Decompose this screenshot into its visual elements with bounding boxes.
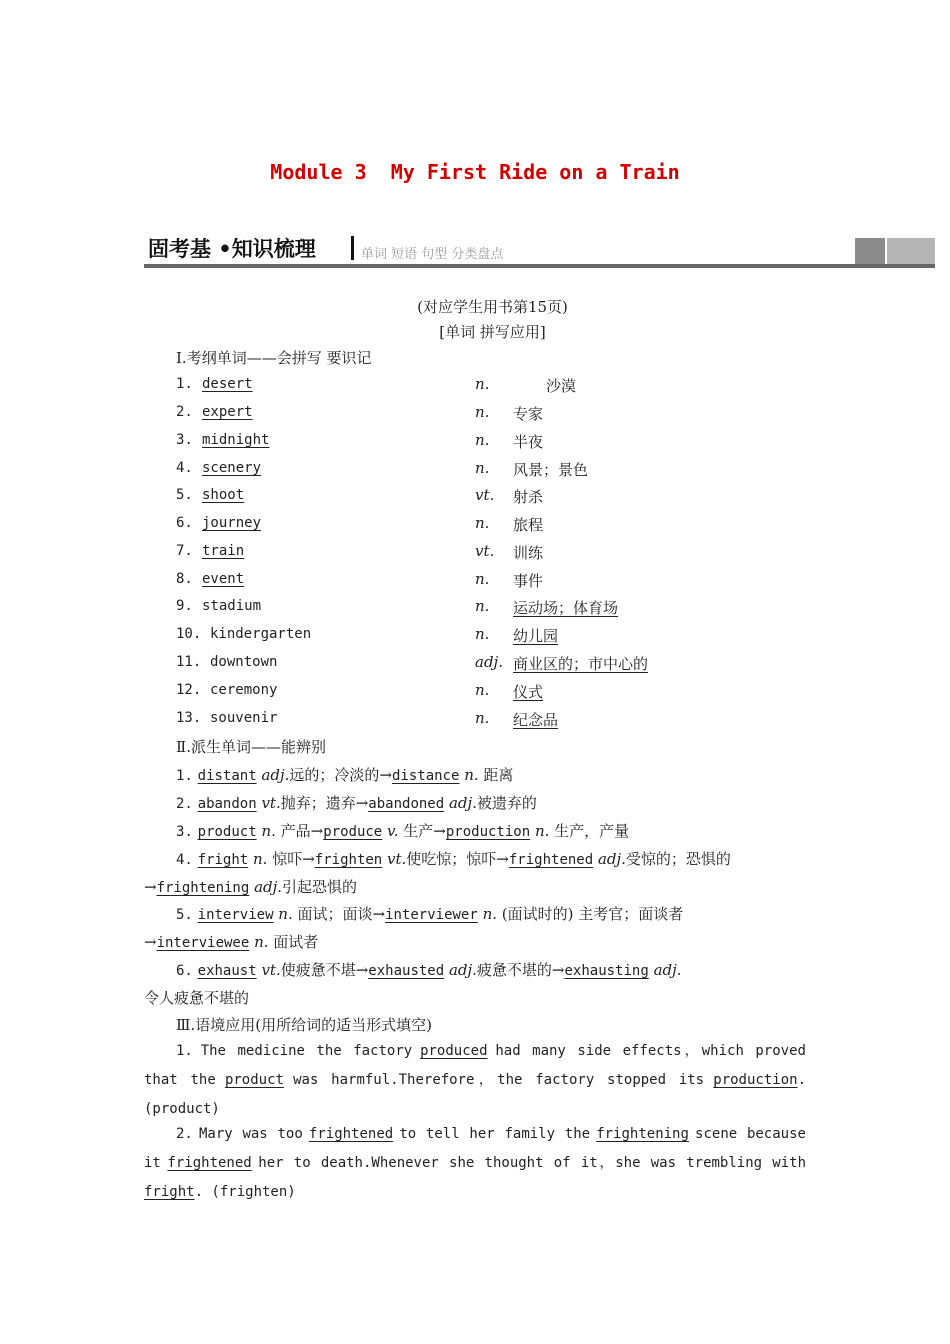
- meaning: 风景；景色: [513, 461, 589, 479]
- vocab-word: scenery: [202, 460, 262, 476]
- part-of-speech: n.: [475, 625, 490, 643]
- context-sentence-1: [144, 1037, 806, 1123]
- part-of-speech: n.: [475, 597, 490, 615]
- item-number: 5.: [176, 487, 193, 503]
- part-of-speech: n.: [475, 681, 490, 699]
- answer-word: fright: [197, 852, 249, 868]
- banner-heading: 固考基 •知识梳理: [148, 237, 316, 261]
- meaning: 引起恐惧的: [282, 878, 358, 896]
- answer-word: produced: [420, 1043, 488, 1059]
- part-of-speech: n.: [475, 709, 490, 727]
- part-of-speech: vt.: [475, 542, 495, 560]
- answer-word: exhausted: [368, 963, 445, 979]
- answer-word: frightening: [156, 880, 250, 896]
- item-number: 6.: [176, 515, 193, 531]
- section-label: [单词 拼写应用]: [439, 323, 546, 341]
- page-reference: (对应学生用书第15页): [417, 298, 568, 316]
- meaning: 沙漠: [546, 377, 577, 395]
- answer-word: exhaust: [197, 963, 257, 979]
- derivation-item-continued: [144, 931, 318, 952]
- meaning: (面试时的) 主考官；面谈者: [501, 905, 684, 923]
- part-of-speech: adj.: [448, 794, 477, 812]
- part-of-speech: n.: [254, 933, 269, 951]
- derivation-item: [176, 959, 682, 980]
- answer-word: product: [224, 1071, 284, 1088]
- banner-rule: [144, 264, 935, 268]
- derivation-item: [176, 820, 629, 841]
- part-of-speech: n.: [475, 403, 490, 421]
- part-of-speech: n.: [253, 850, 268, 868]
- answer-word: production: [713, 1071, 798, 1088]
- meaning: 疲惫不堪的→: [476, 961, 565, 979]
- item-number: 13.: [176, 710, 202, 726]
- part-of-speech: n.: [278, 905, 293, 923]
- item-number: 1.: [176, 376, 193, 392]
- vocab-word: souvenir: [210, 710, 278, 726]
- item-number: 4.: [176, 460, 193, 476]
- part1-heading: Ⅰ.考纲单词——会拼写 要识记: [176, 349, 372, 367]
- meaning: 使疲惫不堪→: [280, 961, 369, 979]
- sentence-text: The medicine the factory: [200, 1043, 413, 1059]
- part-of-speech: adj.: [254, 878, 283, 896]
- item-number: 8.: [176, 571, 193, 587]
- item-number: 10.: [176, 626, 202, 642]
- meaning: 生产→: [403, 822, 446, 840]
- answer-word: abandon: [197, 796, 257, 812]
- banner-decoration-dark: [855, 238, 885, 264]
- answer-word: produce: [323, 824, 383, 840]
- derivation-item: [176, 792, 537, 813]
- item-number: 12.: [176, 682, 202, 698]
- item-number: 3.: [176, 432, 193, 448]
- meaning-answer: 商业区的；市中心的: [513, 655, 649, 673]
- module-title: Module 3 My First Ride on a Train: [270, 160, 680, 184]
- banner-divider: [351, 236, 354, 260]
- sentence-text: to tell her family the: [399, 1126, 591, 1142]
- item-number: 2.: [176, 1126, 193, 1142]
- part-of-speech: adj.: [261, 766, 290, 784]
- vocab-word: ceremony: [210, 682, 278, 698]
- sentence-text: . (frighten): [194, 1183, 296, 1200]
- banner-decoration-light: [887, 238, 935, 264]
- meaning-answer: 仪式: [513, 683, 544, 701]
- sentence-text: scene because it: [144, 1126, 806, 1171]
- part-of-speech: vt.: [261, 794, 281, 812]
- vocab-word: kindergarten: [210, 626, 312, 642]
- part-of-speech: n.: [475, 459, 490, 477]
- part-of-speech: adj.: [448, 961, 477, 979]
- item-number: 3.: [176, 824, 193, 840]
- part-of-speech: vt.: [261, 961, 281, 979]
- vocab-word: train: [202, 543, 245, 559]
- answer-word: frightened: [308, 1126, 394, 1142]
- vocab-word: expert: [202, 404, 253, 420]
- meaning: 面试；面谈→: [297, 905, 386, 923]
- derivation-item: [176, 903, 683, 924]
- answer-word: fright: [144, 1183, 195, 1200]
- part-of-speech: n.: [261, 822, 276, 840]
- arrow: →: [144, 878, 157, 896]
- sentence-text: Mary was too: [198, 1126, 303, 1142]
- part-of-speech: vt.: [475, 486, 495, 504]
- derivation-item: [176, 764, 513, 785]
- vocab-word: midnight: [202, 432, 270, 448]
- derivation-item-continued: 令人疲惫不堪的: [144, 989, 250, 1007]
- part-of-speech: vt.: [387, 850, 407, 868]
- part-of-speech: n.: [482, 905, 498, 923]
- meaning: 抛弃；遗弃→: [280, 794, 369, 812]
- vocab-word: event: [202, 571, 245, 587]
- answer-word: abandoned: [368, 796, 445, 812]
- part-of-speech: v.: [387, 822, 399, 840]
- item-number: 2.: [176, 796, 193, 812]
- item-number: 1.: [176, 1043, 193, 1059]
- derivation-item-continued: [144, 876, 357, 897]
- banner-subtitle: 单词 短语 句型 分类盘点: [361, 247, 504, 262]
- item-number: 4.: [176, 852, 193, 868]
- derivation-item: [176, 848, 731, 869]
- part-of-speech: n.: [475, 431, 490, 449]
- answer-word: frighten: [314, 852, 383, 868]
- context-sentence-2: [144, 1120, 806, 1206]
- part-of-speech: n.: [475, 514, 490, 532]
- part-of-speech: n.: [475, 570, 490, 588]
- part3-heading: Ⅲ.语境应用(用所给词的适当形式填空): [176, 1016, 432, 1034]
- answer-word: product: [197, 824, 257, 840]
- answer-word: interviewee: [156, 935, 250, 951]
- meaning-answer: 运动场；体育场: [513, 599, 619, 617]
- answer-word: frightening: [596, 1126, 689, 1142]
- part-of-speech: n.: [464, 766, 479, 784]
- sentence-text: was harmful.Therefore，the factory stopped its: [293, 1071, 705, 1088]
- sentence-text: her to death.Whenever she thought of it，she was trembling with: [258, 1154, 806, 1171]
- part-of-speech: adj.: [653, 961, 682, 979]
- part-of-speech: n.: [475, 375, 490, 393]
- part-of-speech: adj.: [597, 850, 626, 868]
- part-of-speech: adj.: [475, 653, 503, 671]
- sentence-text: had many side effects，which proved that the: [144, 1043, 806, 1088]
- answer-word: distant: [197, 768, 257, 784]
- meaning-answer: 幼儿园: [513, 627, 559, 645]
- part2-heading: Ⅱ.派生单词——能辨别: [176, 738, 326, 756]
- item-number: 9.: [176, 598, 193, 614]
- answer-word: frightened: [508, 852, 594, 868]
- vocab-word: journey: [202, 515, 262, 531]
- meaning-answer: 纪念品: [513, 711, 559, 729]
- part-of-speech: n.: [534, 822, 550, 840]
- item-number: 5.: [176, 907, 193, 923]
- item-number: 11.: [176, 654, 202, 670]
- meaning: 受惊的；恐惧的: [625, 850, 731, 868]
- section-banner: [144, 232, 935, 268]
- meaning: 射杀: [513, 488, 544, 506]
- meaning: 半夜: [513, 433, 544, 451]
- meaning: 事件: [513, 572, 544, 590]
- vocab-word: downtown: [210, 654, 278, 670]
- meaning: 生产，产量: [554, 822, 630, 840]
- answer-word: production: [445, 824, 531, 840]
- meaning: 使吃惊；惊吓→: [406, 850, 509, 868]
- answer-word: distance: [391, 768, 460, 784]
- meaning: 被遗弃的: [476, 794, 537, 812]
- meaning: 远的；冷淡的→: [289, 766, 392, 784]
- answer-word: frightened: [167, 1154, 252, 1171]
- meaning: 训练: [513, 544, 544, 562]
- answer-word: interview: [197, 907, 274, 923]
- arrow: →: [144, 933, 157, 951]
- meaning: 专家: [513, 405, 544, 423]
- answer-word: interviewer: [385, 907, 478, 923]
- item-number: 7.: [176, 543, 193, 559]
- answer-word: exhausting: [564, 963, 649, 979]
- item-number: 2.: [176, 404, 193, 420]
- meaning: 距离: [483, 766, 514, 784]
- vocab-word: shoot: [202, 487, 245, 503]
- meaning: 旅程: [513, 516, 544, 534]
- meaning: 惊吓→: [272, 850, 315, 868]
- meaning: 面试者: [273, 933, 319, 951]
- vocab-word: stadium: [202, 598, 262, 614]
- sentence-text: . (product): [144, 1071, 806, 1117]
- item-number: 1.: [176, 768, 193, 784]
- meaning: 产品→: [280, 822, 324, 840]
- vocab-word: desert: [202, 376, 253, 392]
- item-number: 6.: [176, 963, 193, 979]
